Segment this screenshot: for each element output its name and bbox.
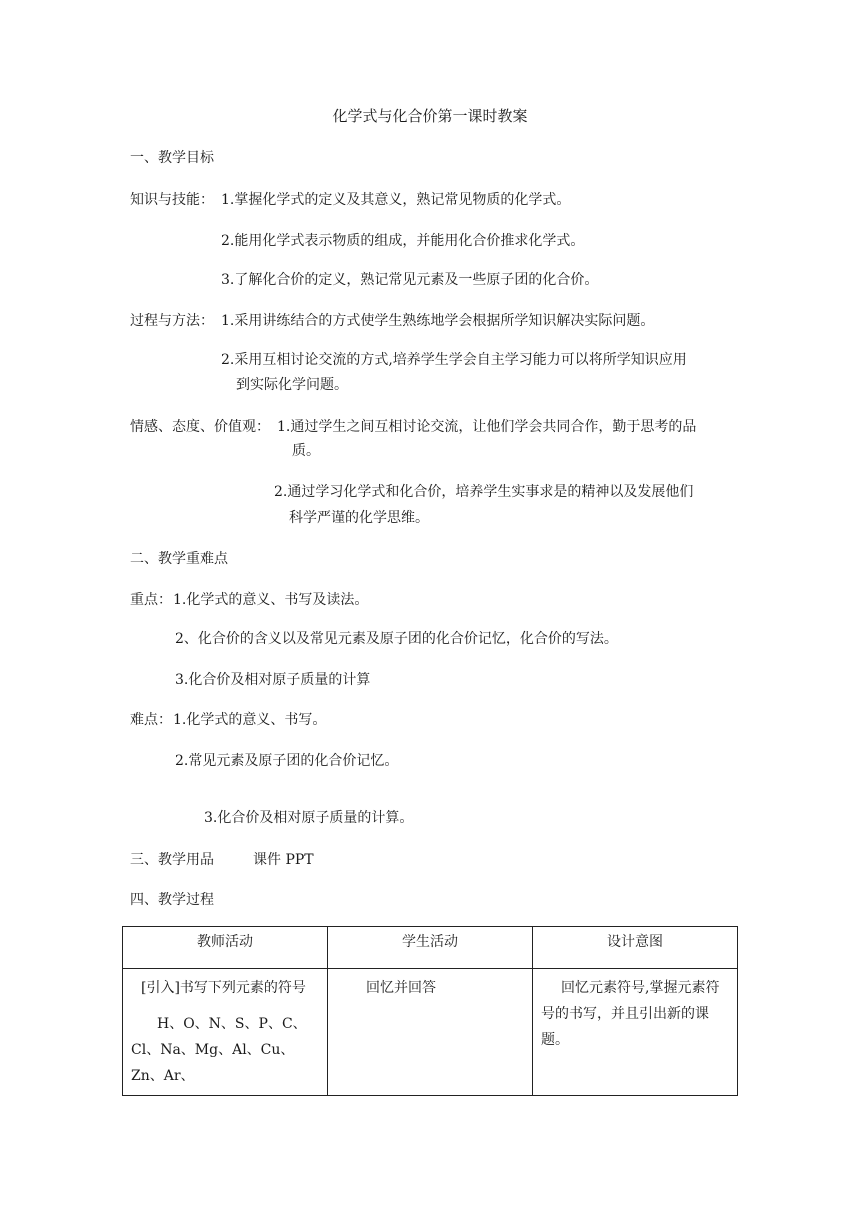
objective-process-2a: 2.采用互相讨论交流的方式,培养学生学会自主学习能力可以将所学知识应用 [221, 352, 687, 368]
difficulty-item-2: 2.常见元素及原子团的化合价记忆。 [175, 753, 399, 769]
focus-item-3: 3.化合价及相对原子质量的计算 [175, 672, 371, 688]
difficulty-item-3: 3.化合价及相对原子质量的计算。 [204, 810, 414, 826]
design-intent-text: 回忆元素符号,掌握元素符号的书写，并且引出新的课题。 [541, 980, 720, 1048]
objective-emotion-label: 情感、态度、价值观： [130, 419, 270, 435]
objective-emotion-1b: 质。 [292, 443, 320, 459]
table-header-student: 学生活动 [328, 927, 533, 969]
objective-emotion-2b: 科学严谨的化学思维。 [289, 510, 429, 526]
table-header-row [123, 927, 738, 969]
objective-process-label: 过程与方法： [130, 313, 214, 329]
teacher-intro: [引入]书写下列元素的符号 [141, 980, 306, 996]
objective-emotion-1a: 1.通过学生之间互相讨论交流，让他们学会共同合作，勤于思考的品 [277, 419, 697, 435]
student-activity-cell: 回忆并回答 [328, 969, 533, 1096]
focus-label: 重点： [130, 592, 172, 608]
teacher-elements: H、O、N、S、P、C、Cl、Na、Mg、Al、Cu、Zn、Ar、 [131, 1016, 307, 1084]
difficulty-label: 难点： [130, 712, 172, 728]
objective-process-1: 1.采用讲练结合的方式使学生熟练地学会根据所学知识解决实际问题。 [221, 313, 655, 329]
section-heading-objectives: 一、教学目标 [130, 150, 214, 166]
objective-process-2b: 到实际化学问题。 [236, 377, 348, 393]
materials-value: 课件 PPT [253, 852, 314, 868]
objective-knowledge-label: 知识与技能： [130, 192, 214, 208]
teacher-activity-cell [123, 969, 328, 1096]
table-header-design: 设计意图 [533, 927, 738, 969]
table-header-teacher: 教师活动 [123, 927, 328, 969]
objective-knowledge-1: 1.掌握化学式的定义及其意义，熟记常见物质的化学式。 [221, 192, 571, 208]
objective-knowledge-2: 2.能用化学式表示物质的组成，并能用化合价推求化学式。 [221, 233, 585, 249]
focus-item-2: 2、化合价的含义以及常见元素及原子团的化合价记忆，化合价的写法。 [175, 631, 618, 647]
objective-emotion-2a: 2.通过学习化学式和化合价，培养学生实事求是的精神以及发展他们 [274, 484, 694, 500]
difficulty-item-1: 1.化学式的意义、书写。 [173, 712, 327, 728]
section-heading-materials: 三、教学用品 [130, 852, 214, 868]
page-title: 化学式与化合价第一课时教案 [332, 107, 528, 125]
teaching-process-table [122, 926, 738, 1096]
section-heading-keypoints: 二、教学重难点 [130, 551, 228, 567]
objective-knowledge-3: 3.了解化合价的定义，熟记常见元素及一些原子团的化合价。 [221, 272, 599, 288]
design-intent-cell [533, 969, 738, 1096]
focus-item-1: 1.化学式的意义、书写及读法。 [173, 592, 369, 608]
section-heading-process: 四、教学过程 [130, 892, 214, 908]
table-row [123, 969, 738, 1096]
